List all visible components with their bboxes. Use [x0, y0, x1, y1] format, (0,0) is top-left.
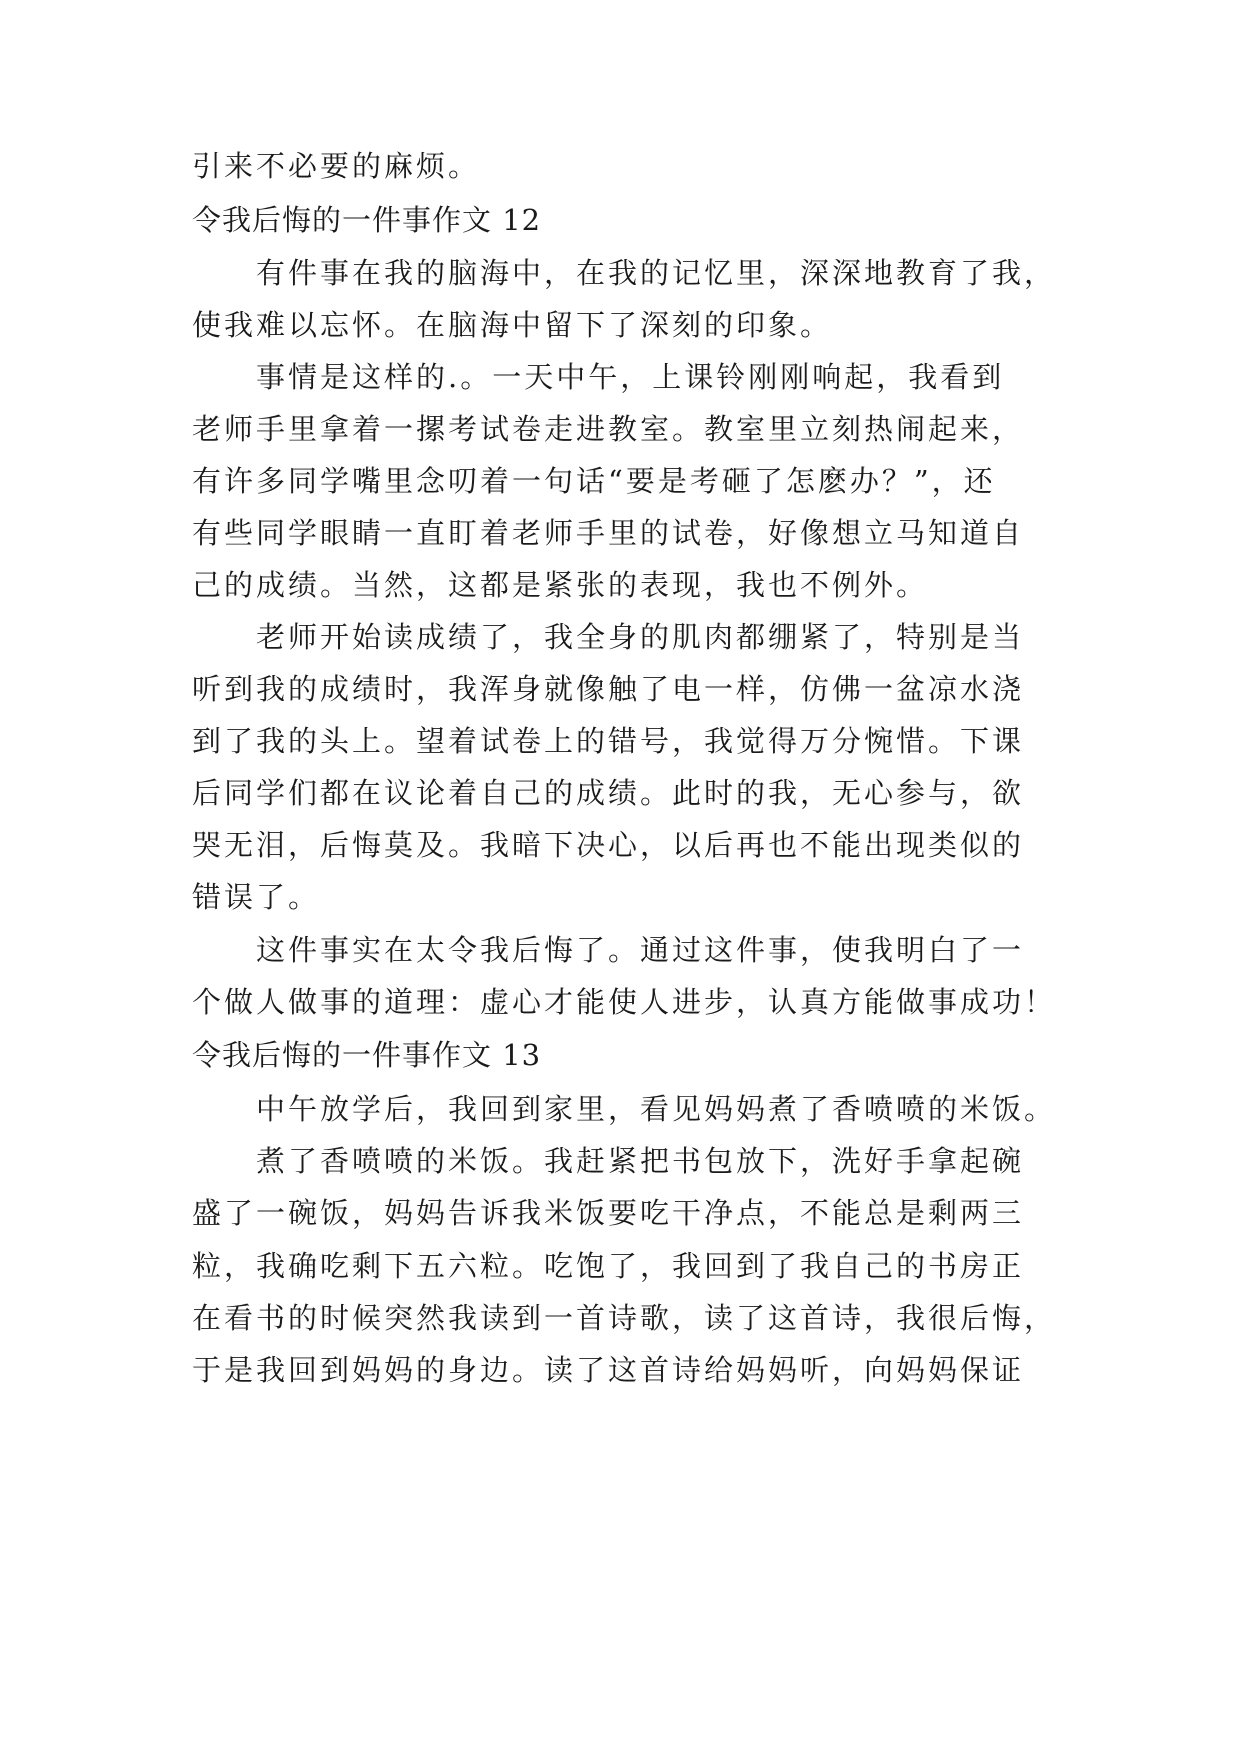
paragraph-line: 事情是这样的.。一天中午，上课铃刚刚响起，我看到 [256, 360, 1005, 394]
paragraph-line: 有件事在我的脑海中，在我的记忆里，深深地教育了我， [256, 256, 1057, 290]
paragraph-line: 有许多同学嘴里念叨着一句话“要是考砸了怎麽办？”，还 [192, 464, 996, 498]
paragraph-line: 有些同学眼睛一直盯着老师手里的试卷，好像想立马知道自 [192, 516, 1025, 550]
paragraph-line: 于是我回到妈妈的身边。读了这首诗给妈妈听，向妈妈保证 [192, 1353, 1025, 1387]
paragraph-line: 己的成绩。当然，这都是紧张的表现，我也不例外。 [192, 568, 929, 602]
paragraph-line: 后同学们都在议论着自己的成绩。此时的我，无心参与，欲 [192, 776, 1025, 810]
essay-title: 令我后悔的一件事作文 13 [192, 1038, 542, 1072]
paragraph-line: 粒，我确吃剩下五六粒。吃饱了，我回到了我自己的书房正 [192, 1249, 1025, 1283]
paragraph-line: 中午放学后，我回到家里，看见妈妈煮了香喷喷的米饭。 [256, 1092, 1057, 1126]
paragraph-line: 这件事实在太令我后悔了。通过这件事，使我明白了一 [256, 933, 1025, 967]
paragraph-line: 错误了。 [192, 880, 321, 914]
paragraph-line: 煮了香喷喷的米饭。我赶紧把书包放下，洗好手拿起碗 [256, 1144, 1025, 1178]
paragraph-line: 哭无泪，后悔莫及。我暗下决心，以后再也不能出现类似的 [192, 828, 1025, 862]
paragraph-line: 到了我的头上。望着试卷上的错号，我觉得万分惋惜。下课 [192, 724, 1025, 758]
paragraph-line: 个做人做事的道理：虚心才能使人进步，认真方能做事成功！ [192, 985, 1057, 1019]
paragraph-line: 使我难以忘怀。在脑海中留下了深刻的印象。 [192, 308, 833, 342]
paragraph-line: 听到我的成绩时，我浑身就像触了电一样，仿佛一盆凉水浇 [192, 672, 1025, 706]
essay-title: 令我后悔的一件事作文 12 [192, 203, 542, 237]
paragraph-line: 盛了一碗饭，妈妈告诉我米饭要吃干净点，不能总是剩两三 [192, 1196, 1025, 1230]
paragraph-line: 老师开始读成绩了，我全身的肌肉都绷紧了，特别是当 [256, 620, 1025, 654]
paragraph-line: 在看书的时候突然我读到一首诗歌，读了这首诗，我很后悔， [192, 1301, 1057, 1335]
text-line: 引来不必要的麻烦。 [192, 149, 481, 183]
paragraph-line: 老师手里拿着一摞考试卷走进教室。教室里立刻热闹起来， [192, 412, 1025, 446]
